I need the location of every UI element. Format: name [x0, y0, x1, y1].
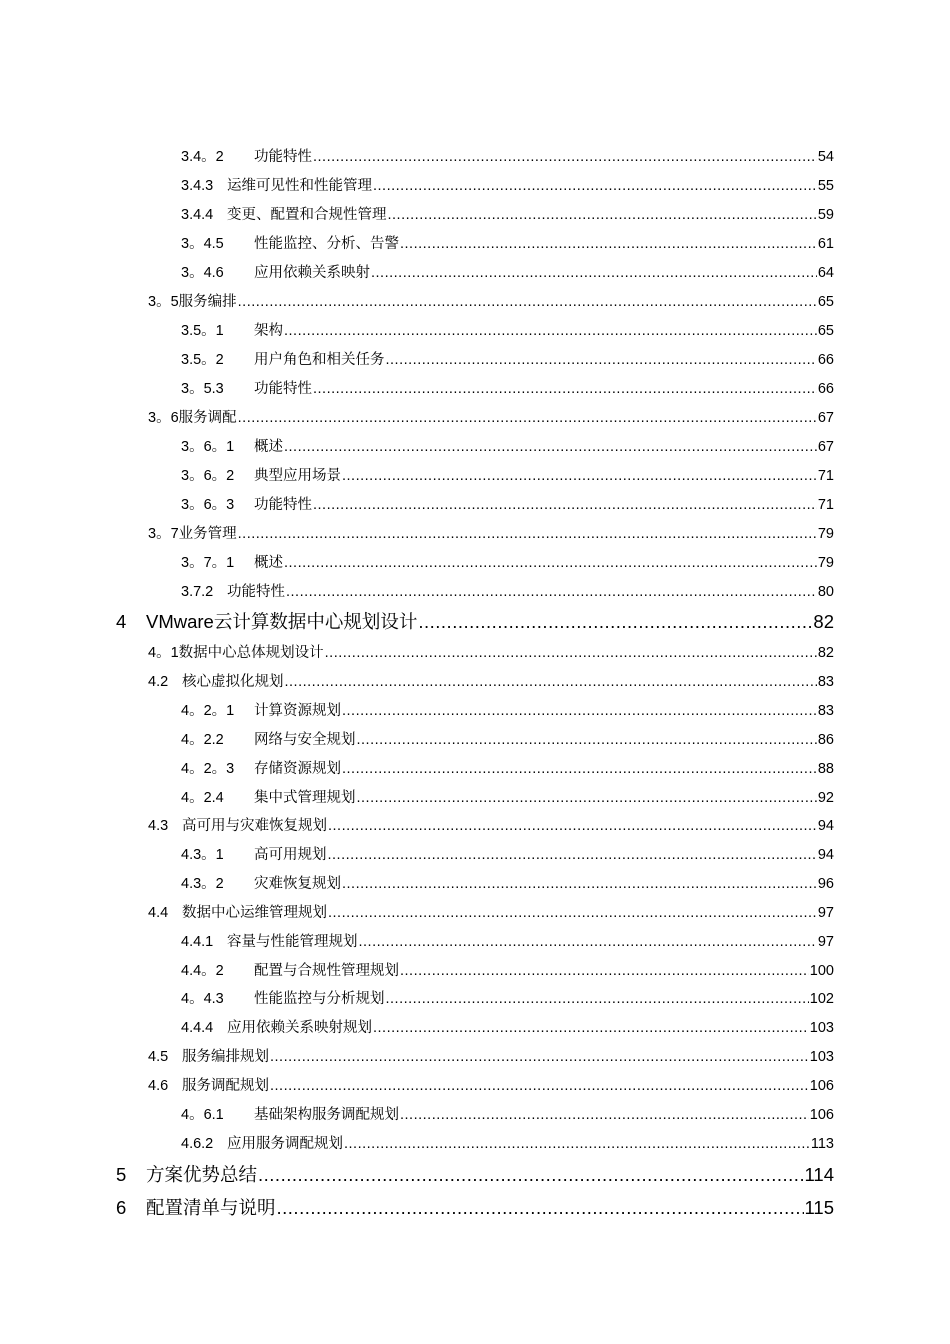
dot-leader — [286, 583, 817, 601]
toc-entry[interactable] — [181, 962, 834, 980]
toc-entry-page-number: 71 — [817, 468, 834, 484]
toc-entry[interactable] — [181, 875, 834, 893]
toc-entry-page-number: 114 — [804, 1164, 834, 1185]
toc-entry-title: 应用依赖关系映射规划 — [227, 1020, 372, 1036]
toc-entry[interactable] — [181, 990, 834, 1008]
toc-entry[interactable] — [148, 817, 834, 835]
toc-entry-title: 配置清单与说明 — [146, 1197, 276, 1218]
toc-entry-title: 架构 — [254, 323, 283, 339]
toc-entry-title: 运维可见性和性能管理 — [227, 178, 372, 194]
toc-entry-number: 4。1 — [148, 645, 179, 661]
dot-leader — [359, 933, 817, 951]
toc-entry-title: 高可用与灾难恢复规划 — [182, 818, 327, 834]
toc-entry-number: 4.4.1 — [181, 934, 214, 950]
dot-leader — [386, 990, 809, 1008]
toc-entry-number: 3.4.3 — [181, 178, 214, 194]
toc-entry-page-number: 88 — [817, 761, 834, 777]
toc-entry-number: 4。2。1 — [181, 703, 235, 719]
toc-entry-title: 应用依赖关系映射 — [254, 265, 370, 281]
toc-entry-page-number: 67 — [817, 410, 834, 426]
dot-leader — [400, 962, 809, 980]
toc-entry[interactable] — [181, 206, 834, 224]
toc-entry-page-number: 71 — [817, 497, 834, 513]
toc-entry-title: 概述 — [254, 439, 283, 455]
toc-entry-page-number: 59 — [817, 207, 834, 223]
toc-entry-number: 3。7 — [148, 526, 179, 542]
toc-entry[interactable] — [181, 380, 834, 398]
toc-entry-page-number: 83 — [817, 674, 834, 690]
toc-entry[interactable] — [148, 1048, 834, 1066]
toc-entry-page-number: 61 — [817, 236, 834, 252]
toc-entry-title: 用户角色和相关任务 — [254, 352, 385, 368]
toc-entry[interactable] — [181, 467, 834, 485]
dot-leader — [238, 525, 817, 543]
toc-entry-title: 应用服务调配规划 — [227, 1136, 343, 1152]
toc-entry[interactable] — [181, 264, 834, 282]
toc-entry[interactable] — [181, 1019, 834, 1037]
toc-entry[interactable] — [181, 1135, 834, 1153]
toc-entry-page-number: 83 — [817, 703, 834, 719]
dot-leader — [270, 1048, 809, 1066]
dot-leader — [328, 817, 817, 835]
dot-leader — [284, 438, 817, 456]
toc-entry[interactable] — [181, 1106, 834, 1124]
dot-leader — [357, 789, 817, 807]
toc-entry-page-number: 86 — [817, 732, 834, 748]
toc-entry[interactable] — [181, 148, 834, 166]
dot-leader — [284, 322, 817, 340]
toc-entry-number: 4.6.2 — [181, 1136, 214, 1152]
dot-leader — [342, 467, 817, 485]
toc-entry-number: 4.3。2 — [181, 876, 224, 892]
dot-leader — [284, 554, 817, 572]
dot-leader — [418, 611, 812, 633]
toc-entry-title: 容量与性能管理规划 — [227, 934, 358, 950]
toc-entry-title: 功能特性 — [227, 584, 285, 600]
toc-entry-number: 5 — [116, 1164, 127, 1185]
toc-entry[interactable] — [148, 1077, 834, 1095]
toc-entry-title: 服务编排 — [178, 294, 237, 310]
toc-entry-title: 集中式管理规划 — [254, 790, 356, 806]
toc-entry-title: 服务编排规划 — [182, 1049, 269, 1065]
toc-entry[interactable] — [116, 611, 834, 633]
toc-entry-page-number: 92 — [817, 790, 834, 806]
toc-entry-number: 4.6 — [148, 1078, 169, 1094]
toc-entry-page-number: 97 — [817, 905, 834, 921]
toc-entry-page-number: 79 — [817, 526, 834, 542]
toc-entry[interactable] — [181, 760, 834, 778]
toc-entry-title: 灾难恢复规划 — [254, 876, 341, 892]
toc-entry[interactable] — [181, 322, 834, 340]
toc-entry-number: 3。4.5 — [181, 236, 224, 252]
toc-entry[interactable] — [181, 438, 834, 456]
toc-entry[interactable] — [181, 702, 834, 720]
dot-leader — [342, 875, 817, 893]
toc-entry-page-number: 113 — [810, 1136, 834, 1152]
dot-leader — [386, 351, 817, 369]
toc-entry-page-number: 102 — [809, 991, 834, 1007]
toc-entry[interactable] — [181, 351, 834, 369]
toc-entry-number: 3.7.2 — [181, 584, 214, 600]
dot-leader — [285, 673, 817, 691]
toc-entry-number: 4 — [116, 611, 127, 632]
toc-entry-title: 服务调配规划 — [182, 1078, 269, 1094]
toc-entry-number: 4。2。3 — [181, 761, 235, 777]
dot-leader — [371, 264, 817, 282]
dot-leader — [373, 1019, 809, 1037]
toc-entry[interactable] — [181, 789, 834, 807]
toc-entry-number: 4.5 — [148, 1049, 169, 1065]
toc-entry-page-number: 103 — [809, 1020, 834, 1036]
toc-entry-page-number: 100 — [809, 963, 834, 979]
dot-leader — [400, 235, 817, 253]
toc-entry[interactable] — [181, 235, 834, 253]
toc-entry-page-number: 55 — [817, 178, 834, 194]
dot-leader — [270, 1077, 809, 1095]
toc-entry[interactable] — [181, 846, 834, 864]
toc-entry-number: 3。6。3 — [181, 497, 235, 513]
toc-entry-title: 核心虚拟化规划 — [182, 674, 284, 690]
toc-entry-page-number: 79 — [817, 555, 834, 571]
toc-entry-page-number: 65 — [817, 323, 834, 339]
toc-entry-page-number: 66 — [817, 352, 834, 368]
dot-leader — [238, 293, 817, 311]
toc-entry-page-number: 94 — [817, 818, 834, 834]
toc-entry-number: 3。6。1 — [181, 439, 235, 455]
toc-entry-title: 网络与安全规划 — [254, 732, 356, 748]
dot-leader — [313, 496, 817, 514]
toc-entry-page-number: 115 — [804, 1197, 834, 1218]
toc-entry-number: 3。7。1 — [181, 555, 235, 571]
toc-entry-number: 3。5 — [148, 294, 179, 310]
toc-entry-page-number: 54 — [817, 149, 834, 165]
toc-entry-title: 功能特性 — [254, 381, 312, 397]
toc-entry-page-number: 94 — [817, 847, 834, 863]
toc-entry-title: 业务管理 — [178, 526, 237, 542]
toc-entry-number: 3.4.4 — [181, 207, 214, 223]
toc-entry-title: 高可用规划 — [254, 847, 327, 863]
dot-leader — [344, 1135, 810, 1153]
toc-entry[interactable] — [148, 525, 834, 543]
toc-entry[interactable] — [116, 1197, 834, 1219]
dot-leader — [313, 380, 817, 398]
toc-entry-number: 3。6。2 — [181, 468, 235, 484]
toc-entry-page-number: 67 — [817, 439, 834, 455]
dot-leader — [277, 1197, 804, 1219]
toc-entry-number: 3。5.3 — [181, 381, 224, 397]
toc-entry-number: 3.5。1 — [181, 323, 224, 339]
toc-entry[interactable] — [181, 554, 834, 572]
toc-entry[interactable] — [181, 177, 834, 195]
toc-entry-number: 4。2.2 — [181, 732, 224, 748]
dot-leader — [388, 206, 817, 224]
toc-entry-page-number: 82 — [817, 645, 834, 661]
toc-entry[interactable] — [116, 1164, 834, 1186]
toc-entry-title: 功能特性 — [254, 149, 312, 165]
toc-entry-page-number: 80 — [817, 584, 834, 600]
toc-entry-title: 功能特性 — [254, 497, 312, 513]
toc-entry-number: 3.4。2 — [181, 149, 224, 165]
toc-entry-number: 4.3。1 — [181, 847, 224, 863]
toc-entry-title: 变更、配置和合规性管理 — [227, 207, 387, 223]
toc-entry-title: 概述 — [254, 555, 283, 571]
toc-entry[interactable] — [148, 644, 834, 662]
toc-entry-title: 服务调配 — [178, 410, 237, 426]
toc-entry-number: 4。2.4 — [181, 790, 224, 806]
toc-entry-title: 数据中心总体规划设计 — [178, 645, 324, 661]
toc-entry[interactable] — [181, 583, 834, 601]
toc-entry[interactable] — [181, 933, 834, 951]
dot-leader — [400, 1106, 809, 1124]
toc-entry-number: 4.4 — [148, 905, 169, 921]
toc-entry-page-number: 106 — [809, 1078, 834, 1094]
toc-entry-number: 4.4。2 — [181, 963, 224, 979]
toc-entry-title: 配置与合规性管理规划 — [254, 963, 399, 979]
dot-leader — [328, 904, 817, 922]
dot-leader — [342, 760, 817, 778]
toc-entry[interactable] — [181, 731, 834, 749]
toc-entry-number: 4。6.1 — [181, 1107, 224, 1123]
toc-entry-page-number: 97 — [817, 934, 834, 950]
toc-entry[interactable] — [181, 496, 834, 514]
toc-entry-number: 3。4.6 — [181, 265, 224, 281]
dot-leader — [258, 1164, 803, 1186]
toc-entry-number: 4.3 — [148, 818, 169, 834]
toc-entry-number: 3.5。2 — [181, 352, 224, 368]
toc-entry[interactable] — [148, 673, 834, 691]
toc-entry-page-number: 64 — [817, 265, 834, 281]
dot-leader — [325, 644, 817, 662]
dot-leader — [238, 409, 817, 427]
dot-leader — [313, 148, 817, 166]
toc-entry-title: VMware云计算数据中心规划设计 — [146, 611, 418, 632]
toc-entry[interactable] — [148, 904, 834, 922]
toc-entry[interactable] — [148, 293, 834, 311]
toc-entry-title: 性能监控与分析规划 — [254, 991, 385, 1007]
toc-entry-page-number: 106 — [809, 1107, 834, 1123]
toc-entry-number: 6 — [116, 1197, 127, 1218]
toc-entry-number: 4.4.4 — [181, 1020, 214, 1036]
toc-entry-page-number: 103 — [809, 1049, 834, 1065]
toc-entry-title: 性能监控、分析、告警 — [254, 236, 399, 252]
toc-entry-number: 3。6 — [148, 410, 179, 426]
toc-entry-page-number: 96 — [817, 876, 834, 892]
toc-entry-number: 4。4.3 — [181, 991, 224, 1007]
toc-entry-title: 典型应用场景 — [254, 468, 341, 484]
toc-entry-title: 计算资源规划 — [254, 703, 341, 719]
dot-leader — [328, 846, 817, 864]
toc-entry-page-number: 65 — [817, 294, 834, 310]
toc-entry-page-number: 66 — [817, 381, 834, 397]
toc-entry-title: 方案优势总结 — [146, 1164, 258, 1185]
toc-entry-page-number: 82 — [813, 611, 834, 632]
dot-leader — [357, 731, 817, 749]
toc-entry-title: 存储资源规划 — [254, 761, 341, 777]
toc-entry-title: 数据中心运维管理规划 — [182, 905, 327, 921]
toc-entry[interactable] — [148, 409, 834, 427]
dot-leader — [342, 702, 817, 720]
toc-entry-title: 基础架构服务调配规划 — [254, 1107, 399, 1123]
toc-entry-number: 4.2 — [148, 674, 169, 690]
dot-leader — [373, 177, 817, 195]
